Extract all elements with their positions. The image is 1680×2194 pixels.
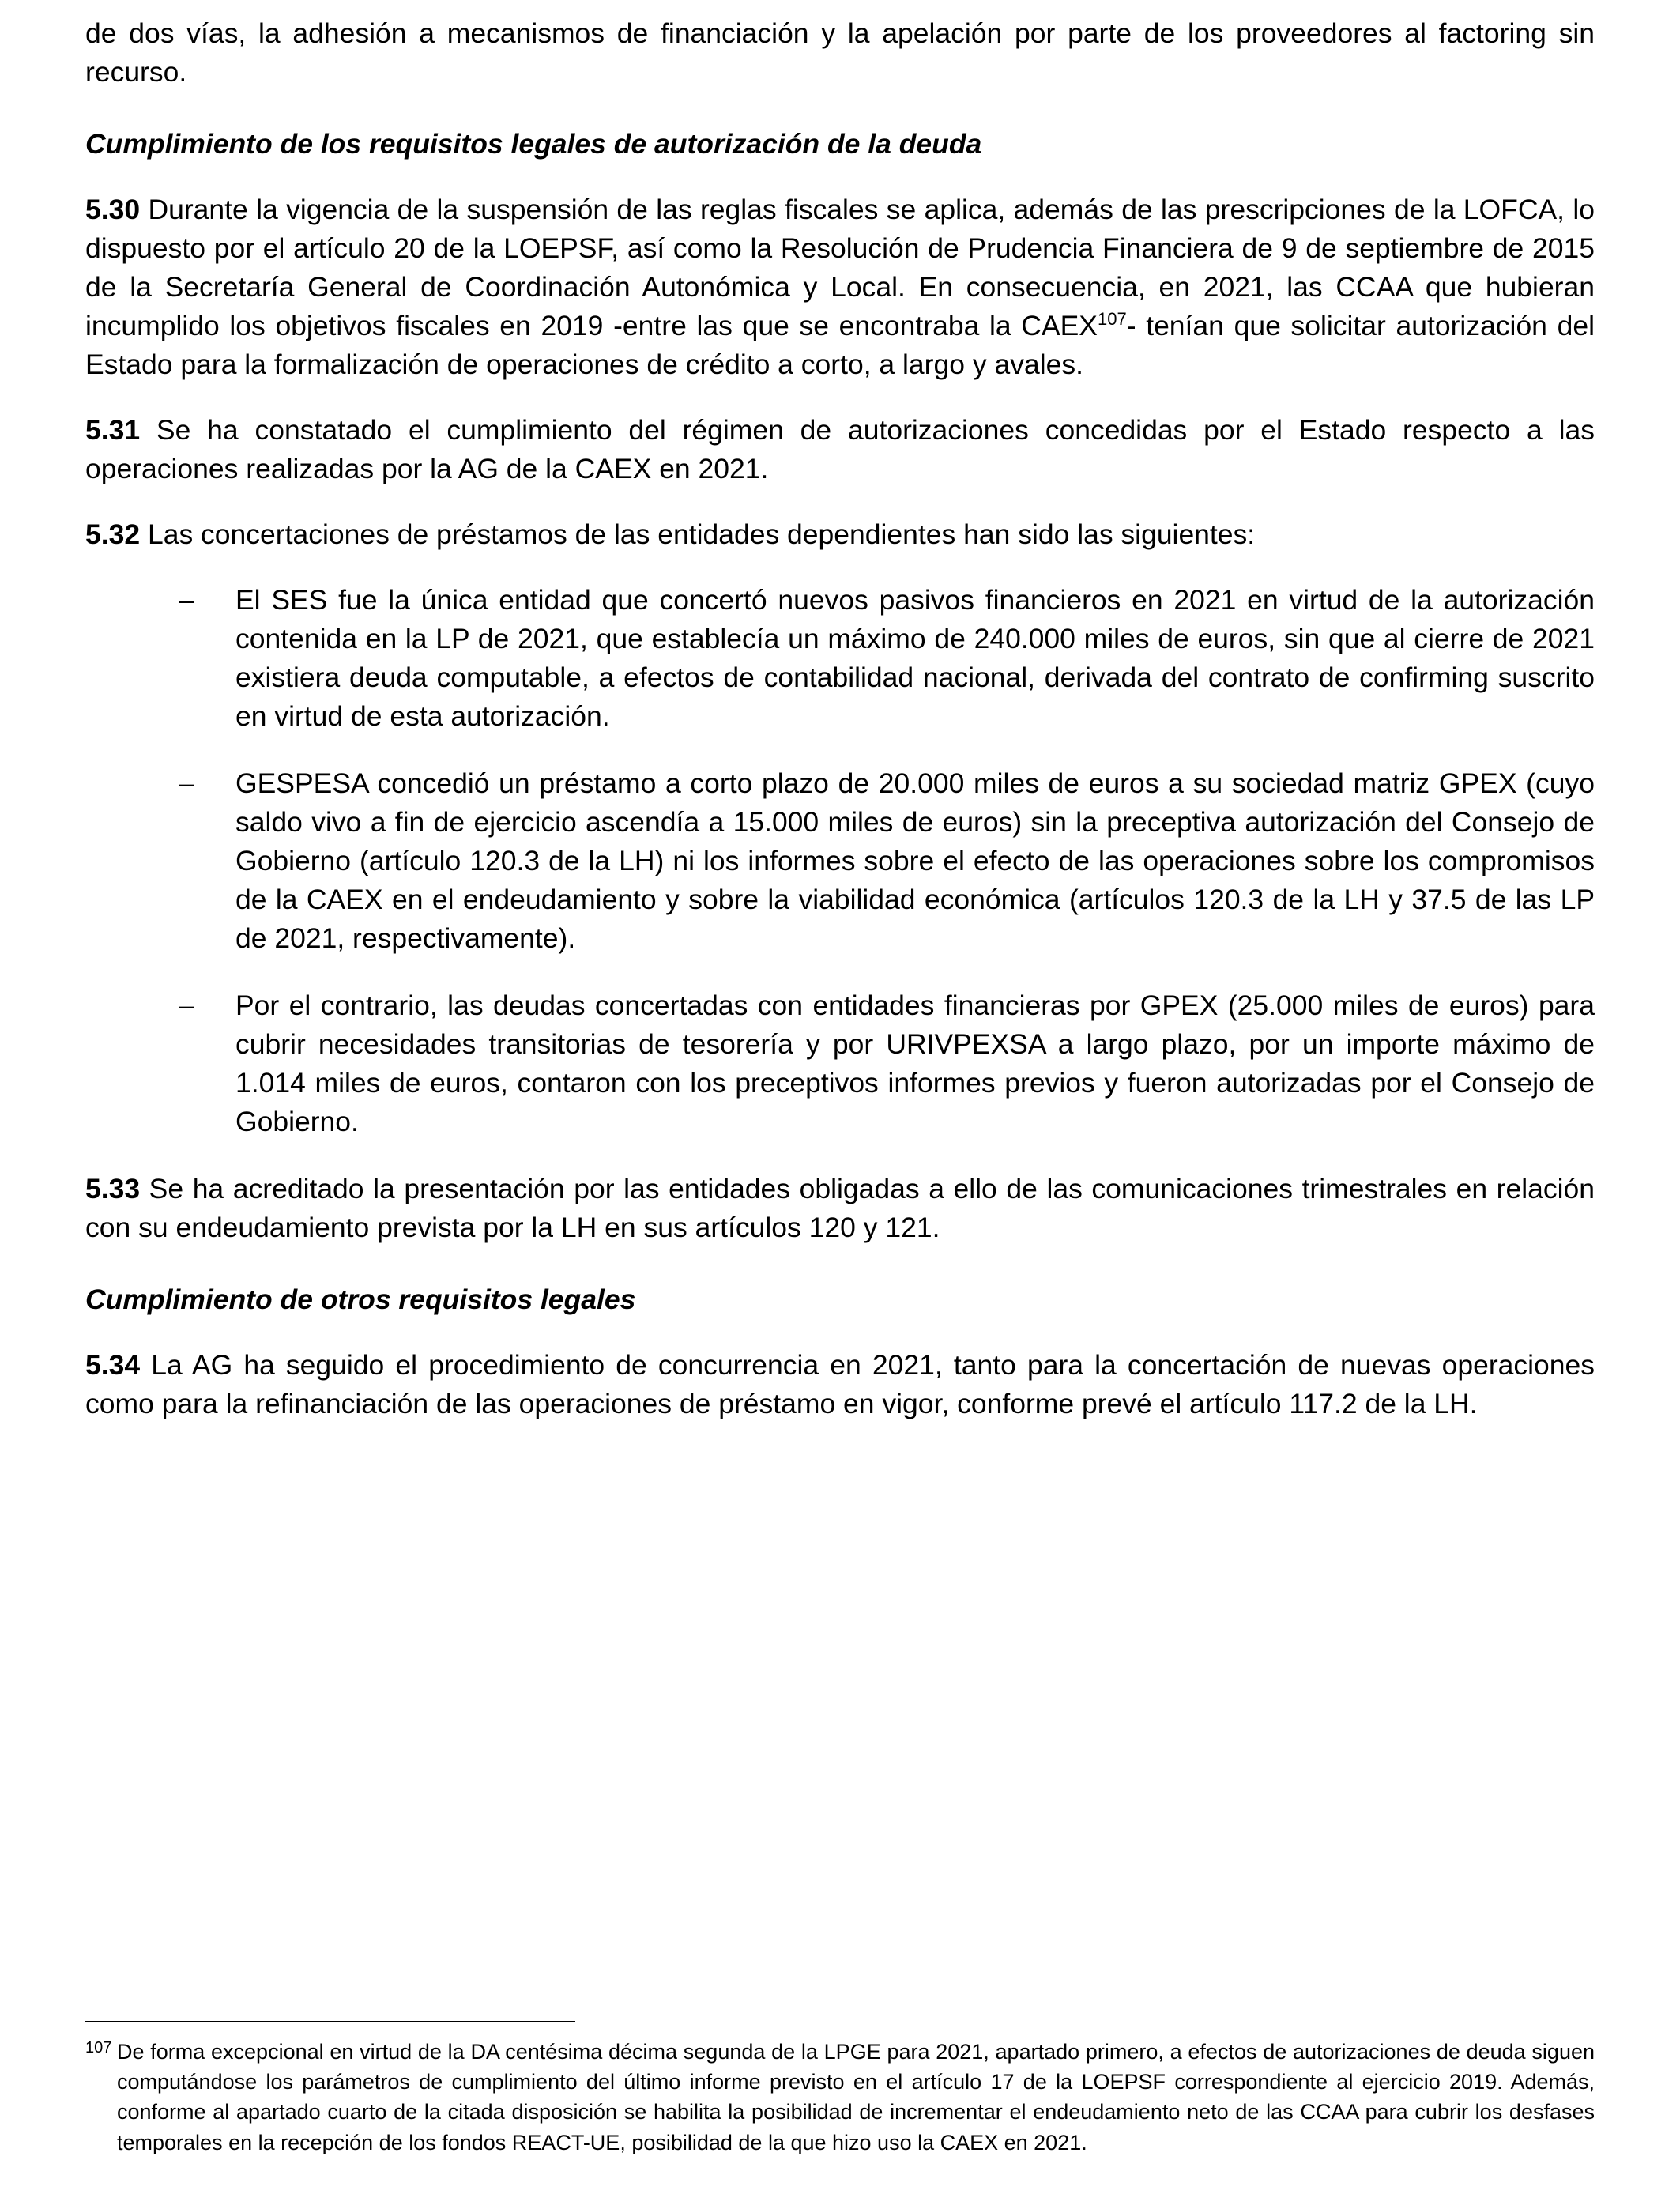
- paragraph-5-33-text: Se ha acreditado la presentación por las entidades obligadas a ello de las comunicaciones trimestrales en relación con su endeudamiento prevista por la LH en sus artículos 120 y 121.: [85, 1172, 1595, 1243]
- list-item-text: GESPESA concedió un préstamo a corto plazo de 20.000 miles de euros a su sociedad matriz GPEX (cuyo saldo vivo a fin de ejercicio ascendía a 15.000 miles de euros) sin la preceptiva autorización del Consejo de Gobierno (artículo 120.3 de la LH) ni los informes sobre el efecto de las operaciones sobre los compromisos de la CAEX en el endeudamiento y sobre la viabilidad económica (artículos 120.3 de la LH y 37.5 de las LP de 2021, respectivamente).: [235, 767, 1595, 954]
- paragraph-number-5-30: 5.30: [85, 193, 141, 225]
- list-item: [85, 581, 1595, 736]
- footnote-107: [85, 2037, 1595, 2158]
- paragraph-5-31: [85, 411, 1595, 488]
- footnote-area: [85, 2021, 1595, 2158]
- list-item-text: Por el contrario, las deudas concertadas con entidades financieras por GPEX (25.000 miles de euros) para cubrir necesidades transitorias de tesorería y por URIVPEXSA a largo plazo, por un importe máximo de 1.014 miles de euros, contaron con los preceptivos informes previos y fueron autorizadas por el Consejo de Gobierno.: [235, 989, 1595, 1137]
- paragraph-5-34-text: La AG ha seguido el procedimiento de concurrencia en 2021, tanto para la concertación de nuevas operaciones como para la refinanciación de las operaciones de préstamo en vigor, conforme prevé el artículo 117.2 de la LH.: [85, 1348, 1595, 1419]
- paragraph-number-5-32: 5.32: [85, 518, 141, 550]
- bullet-marker-icon: –: [179, 583, 194, 616]
- paragraph-5-34: [85, 1346, 1595, 1423]
- paragraph-number-5-34: 5.34: [85, 1348, 141, 1381]
- paragraph-5-32: [85, 515, 1595, 554]
- paragraph-5-33: [85, 1170, 1595, 1247]
- footnote-number: 107: [85, 2038, 112, 2056]
- section-heading-other-requirements: Cumplimiento de otros requisitos legales: [85, 1283, 636, 1315]
- paragraph-5-31-text: Se ha constatado el cumplimiento del régimen de autorizaciones concedidas por el Estado respecto a las operaciones realizadas por la AG de la CAEX en 2021.: [85, 413, 1595, 484]
- paragraph-number-5-33: 5.33: [85, 1172, 141, 1204]
- footnote-separator-rule: [85, 2021, 575, 2022]
- paragraph-number-5-31: 5.31: [85, 413, 141, 446]
- list-item: [85, 986, 1595, 1141]
- section-heading-legal-requirements: Cumplimiento de los requisitos legales de autorización de la deuda: [85, 127, 982, 160]
- footnote-reference-107: 107: [1097, 309, 1127, 330]
- paragraph-5-30-text: Durante la vigencia de la suspensión de las reglas fiscales se aplica, además de las prescripciones de la LOFCA, lo dispuesto por el artículo 20 de la LOEPSF, así como la Resolución de Prudencia Financiera de 9 de septiembre de 2015 de la Secretaría General de Coordinación Autonómica y Local. En consecuencia, en 2021, las CCAA que hubieran incumplido los objetivos fiscales en 2019 -entre las que se encontraba la CAEX: [85, 193, 1595, 341]
- list-item: [85, 764, 1595, 958]
- continuation-paragraph: de dos vías, la adhesión a mecanismos de financiación y la apelación por parte de los proveedores al factoring sin recurso.: [85, 17, 1595, 88]
- bullet-marker-icon: –: [179, 767, 194, 799]
- list-item-text: El SES fue la única entidad que concertó nuevos pasivos financieros en 2021 en virtud de la autorización contenida en la LP de 2021, que establecía un máximo de 240.000 miles de euros, sin que al cierre de 2021 existiera deuda computable, a efectos de contabilidad nacional, derivada del contrato de confirming suscrito en virtud de esta autorización.: [235, 583, 1595, 732]
- page-bottom-spacer: [85, 1450, 1595, 1561]
- paragraph-5-32-text: Las concertaciones de préstamos de las entidades dependientes han sido las siguientes:: [140, 518, 1256, 550]
- bullet-marker-icon: –: [179, 989, 194, 1021]
- paragraph-5-30-text-after: - tenían que solicitar autorización del Estado para la formalización de operaciones de crédito a corto, a largo y avales.: [85, 309, 1595, 380]
- bullet-list-loans: [85, 581, 1595, 1141]
- footnote-text: De forma excepcional en virtud de la DA centésima décima segunda de la LPGE para 2021, apartado primero, a efectos de autorizaciones de deuda siguen computándose los parámetros de cumplimiento del último informe previsto en el artículo 17 de la LOEPSF correspondiente al ejercicio 2019. Además, conforme al apartado cuarto de la citada disposición se habilita la posibilidad de incrementar el endeudamiento neto de las CCAA para cubrir los desfases temporales en la recepción de los fondos REACT-UE, posibilidad de la que hizo uso la CAEX en 2021.: [117, 2039, 1595, 2154]
- paragraph-5-30: [85, 190, 1595, 384]
